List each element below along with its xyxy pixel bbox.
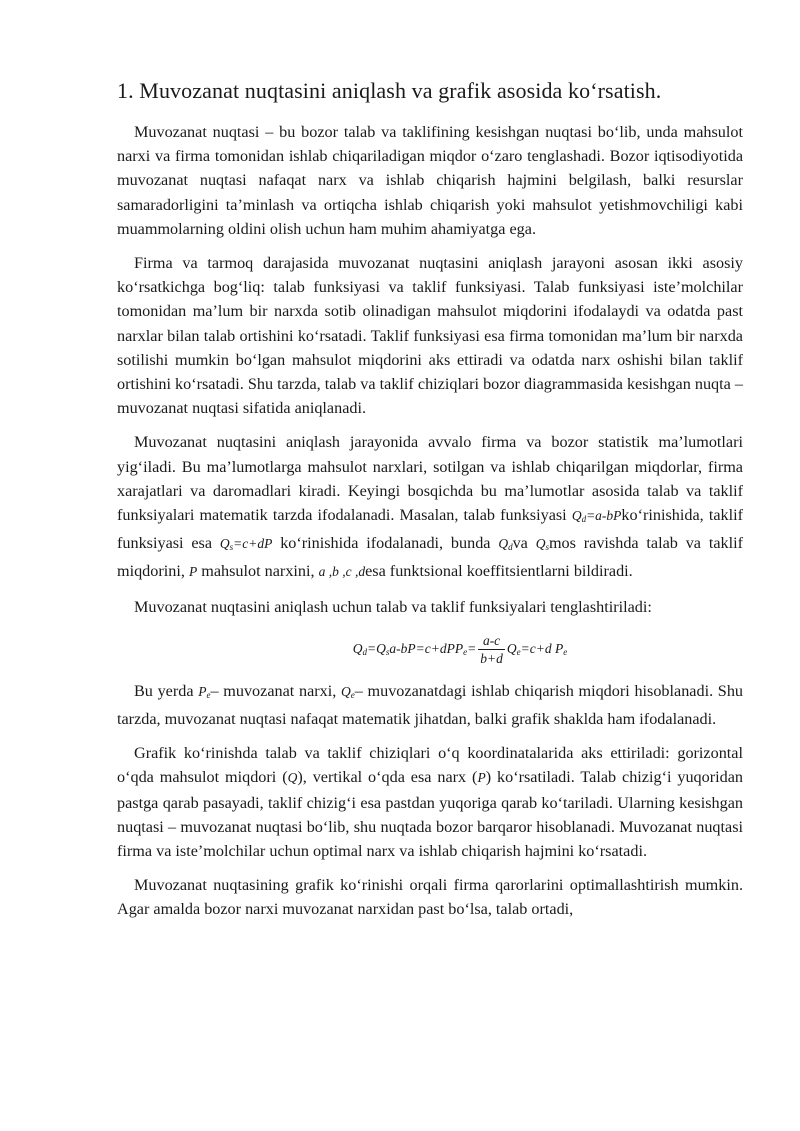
math-qe: $Q_e$ — [340, 683, 355, 700]
paragraph-graph: Grafik ko‘rinishda talab va taklif chiziqlari o‘q koordinatalarida aks ettiriladi: gorizontal o‘qda mahsulot miqdori (Q), vertikal o‘qda esa narx (P) ko‘rsatiladi. Talab chizig‘i yuqoridan pastga qarab pasayadi, taklif chizig‘i esa pastdan yuqoriga qarab ko‘tariladi. Ularning kesishgan nuqtasi – muvozanat nuqtasi bo‘lib, shu nuqtada bozor barqaror hisoblanadi. Muvozanat nuqtasi firma va iste’molchilar uchun optimal narx va ishlab chiqarish hajmini ko‘rsatadi. — [117, 744, 743, 861]
math-pe: $P_e$ — [198, 683, 211, 700]
math-price: P — [188, 564, 198, 580]
section-heading: 1. Muvozanat nuqtasini aniqlash va grafik asosida ko‘rsatish. — [117, 78, 662, 103]
document-body — [117, 76, 743, 932]
equilibrium-formula: $Q_d=Q_sa-bP=c+dPP_e=$ $\frac{a-c}{b+d}$ $Q_e=c+d$ $P_e$ — [352, 633, 568, 667]
math-supply-function: $Q_s=c+dP$ — [219, 536, 273, 553]
math-coefficients: a ,b ,c ,d — [318, 564, 366, 580]
math-qd: $Q_d$ — [498, 536, 513, 553]
paragraph-definition: Muvozanat nuqtasi – bu bozor talab va taklifining kesishgan nuqtasi bo‘lib, unda mahsulot narxi va firma tomonidan ishlab chiqariladigan miqdor o‘zaro tenglashadi. Bozor iqtisodiyotida muvozanat nuqtasi nafaqat narx va ishlab chiqarish hajmini belgilash, balki resurslar samaradorligini ta’minlash va ortiqcha ishlab chiqarish yoki mahsulot yetishmovchiligi kabi muammolarning oldini olish uchun ham muhim ahamiyatga ega. — [117, 123, 743, 238]
math-qs: $Q_s$ — [535, 536, 549, 553]
paragraph-data-collection: Muvozanat nuqtasini aniqlash jarayonida avvalo firma va bozor statistik ma’lumotlari yig‘iladi. Bu ma’lumotlarga mahsulot narxlari, sotilgan va ishlab chiqarilgan miqdorlar, firma xarajatlari va daromadlari kiradi. Keyingi bosqichda bu ma’lumotlar asosida talab va taklif funksiyalari matematik tarzda ifodalanadi. Masalan, talab funksiyasi $Q_d=a-bPko‘rinishida$, taklif funksiyasi esa $Q_s=c+dP$ ko‘rinishida ifodalanadi, bunda $Q_dva$ $Q_smos$ ravishda talab va taklif miqdorini, P mahsulot narxini, a ,b ,c ,desa funktsional koeffitsientlarni bildiradi. — [117, 433, 743, 581]
paragraph-equation-intro: Muvozanat nuqtasini aniqlash uchun talab va taklif funksiyalari tenglashtiriladi: — [134, 597, 652, 616]
math-demand-function: $Q_d=a-bP$ — [571, 508, 622, 525]
fraction: $\frac{a-c}{b+d}$ — [480, 633, 503, 667]
paragraph-optimization: Muvozanat nuqtasining grafik ko‘rinishi orqali firma qarorlarini optimallashtirish mumkin. Agar amalda bozor narxi muvozanat narxidan past bo‘lsa, talab ortadi, — [117, 876, 743, 919]
paragraph-functions: Firma va tarmoq darajasida muvozanat nuqtasini aniqlash jarayoni asosan ikki asosiy ko‘rsatkichga bog‘liq: talab funksiyasi va taklif funksiyasi. Talab funksiyasi iste’molchilar tomonidan ma’lum bir narxda sotib olinadigan mahsulot miqdorini ifodalaydi va odatda past narxlar bilan talab ortishini ko‘rsatadi. Taklif funksiyasi esa firma tomonidan ma’lum bir narxda sotilishi mumkin bo‘lgan mahsulot miqdorini aks ettiradi va odatda narx oshishi bilan taklif ortishini ko‘rsatadi. Shu tarzda, talab va taklif chiziqlari bozor diagrammasida kesishgan nuqta – muvozanat nuqtasi sifatida aniqlanadi. — [117, 254, 743, 418]
paragraph-equilibrium-values: Bu yerda $P_e-$ muvozanat narxi, $Q_e-$ muvozanatdagi ishlab chiqarish miqdori hisoblanadi. Shu tarzda, muvozanat nuqtasi nafaqat matematik jihatdan, balki grafik shaklda ham ifodalanadi. — [117, 681, 744, 729]
